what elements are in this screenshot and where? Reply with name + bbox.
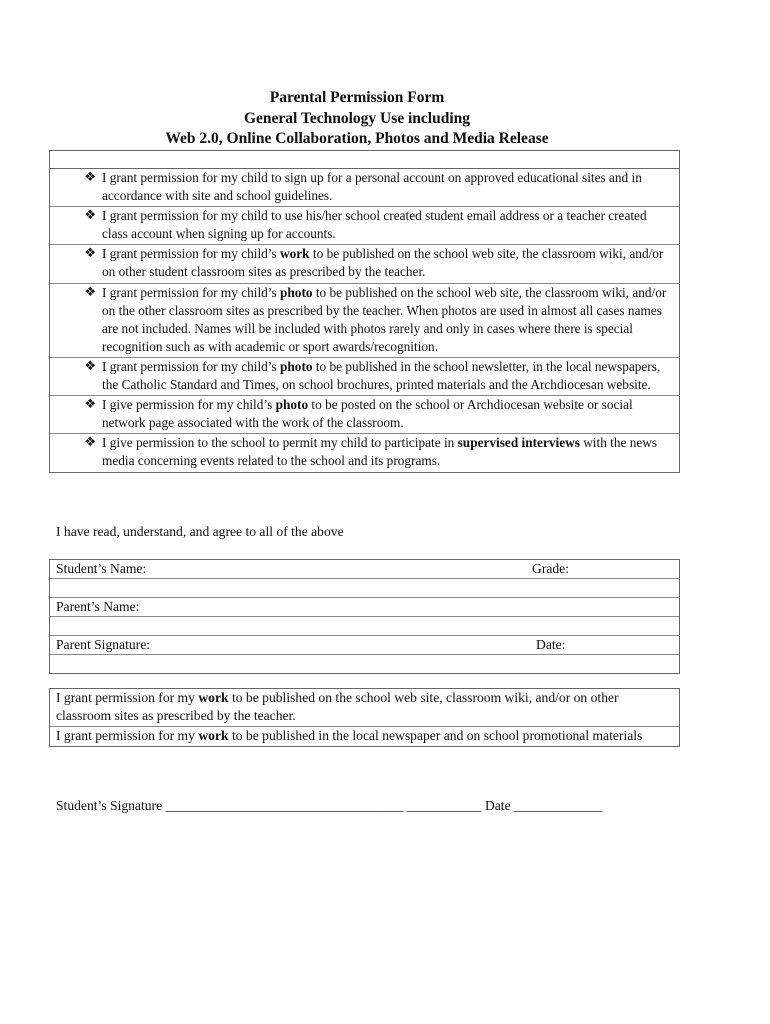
permission-text: [102, 358, 679, 394]
permission-text-part: I give permission for my child’s: [102, 397, 276, 413]
parent-signature-row[interactable]: [50, 636, 679, 655]
release-text-part: I grant permission for my: [56, 690, 199, 705]
permission-text-part: I grant permission for my child’s: [102, 246, 281, 262]
permission-emphasis: supervised interviews: [457, 435, 580, 451]
permission-item: [50, 207, 679, 245]
diamond-bullet-icon: ❖: [84, 170, 96, 185]
permission-item: [50, 358, 679, 396]
blank-row: [50, 617, 679, 636]
permission-emphasis: photo: [280, 358, 313, 374]
release-text-part: to be published on the school web site, classroom wiki, and/or on other classroom sites as prescribed by the teacher.: [56, 690, 619, 723]
permission-text-part: I grant permission for my child’s: [102, 284, 281, 300]
permission-item: [50, 434, 679, 471]
permission-text-part: I give permission to the school to permit my child to participate in: [102, 435, 458, 451]
permission-text: [102, 434, 679, 470]
date-label: Date:: [536, 637, 566, 652]
permissions-table: [49, 150, 680, 473]
diamond-bullet-icon: ❖: [84, 435, 96, 451]
permission-item: [50, 169, 679, 207]
student-name-label: Student’s Name:: [56, 561, 147, 576]
parent-name-row[interactable]: [50, 598, 679, 617]
diamond-bullet-icon: ❖: [84, 246, 96, 262]
work-release-option[interactable]: [50, 727, 679, 746]
release-emphasis: work: [198, 690, 229, 705]
permission-emphasis: photo: [275, 397, 309, 413]
blank-row: [50, 655, 679, 673]
diamond-bullet-icon: ❖: [84, 358, 96, 374]
signature-info-table: [49, 559, 680, 674]
form-title: [0, 88, 714, 150]
student-name-row[interactable]: [50, 560, 679, 579]
permission-emphasis: work: [280, 246, 310, 262]
permission-text-part: I grant permission for my child to sign up for a personal account on approved educational sites and in accordance with site and school guidelines.: [102, 170, 642, 204]
parent-name-label: Parent’s Name:: [56, 599, 140, 614]
permission-item: [50, 396, 679, 434]
permission-text-part: with the news media concerning events related to the school and its programs.: [102, 435, 658, 469]
agreement-statement: I have read, understand, and agree to all of the above: [56, 524, 344, 539]
title-line-3: Web 2.0, Online Collaboration, Photos and Media Release: [165, 130, 549, 147]
permission-text: [102, 284, 679, 356]
permission-text: [102, 169, 679, 205]
permission-text-part: I grant permission for my child’s: [102, 358, 281, 374]
permission-item: [50, 245, 679, 283]
work-release-option[interactable]: [50, 689, 679, 727]
blank-row: [50, 579, 679, 598]
permission-text-part: I grant permission for my child to use his/her school created student email address or a teacher created class account when signing up for accounts.: [102, 208, 647, 242]
permission-text-part: to be published in the school newsletter, in the local newspapers, the Catholic Standard and Times, on school brochures, printed materials and the Archdiocesan website.: [102, 358, 661, 393]
title-line-2: General Technology Use including: [243, 109, 471, 127]
diamond-bullet-icon: ❖: [84, 397, 96, 413]
work-release-table: [49, 688, 680, 747]
permission-text: [102, 245, 679, 281]
release-text-part: to be published in the local newspaper and on school promotional materials: [228, 728, 643, 743]
grade-label: Grade:: [532, 561, 569, 576]
release-emphasis: work: [198, 728, 229, 743]
permission-emphasis: photo: [280, 284, 313, 300]
title-line-1: Parental Permission Form: [269, 89, 445, 106]
diamond-bullet-icon: ❖: [84, 208, 96, 224]
permission-text-part: to be published on the school web site, the classroom wiki, and/or on the other classroom sites as prescribed by the teacher. When photos are used in almost all cases names are not included. Names will be included with photos rarely and only in cases where there is special recognition such as with academic or sport awards/recognition.: [102, 284, 667, 354]
diamond-bullet-icon: ❖: [84, 284, 96, 300]
release-text-part: I grant permission for my: [56, 728, 199, 743]
permission-text: [102, 207, 679, 243]
permission-item: [50, 284, 679, 358]
permission-text-part: to be posted on the school or Archdiocesan website or social network page associated with the work of the classroom.: [102, 397, 633, 431]
student-signature-line[interactable]: Student’s Signature ___________________________________ ___________ Date _____________: [56, 798, 603, 813]
permissions-blank-row: [50, 151, 679, 169]
permission-text: [102, 396, 679, 432]
parent-signature-label: Parent Signature:: [56, 637, 151, 652]
permission-text-part: to be published on the school web site, the classroom wiki, and/or on other student classroom sites as prescribed by the teacher.: [102, 246, 664, 280]
